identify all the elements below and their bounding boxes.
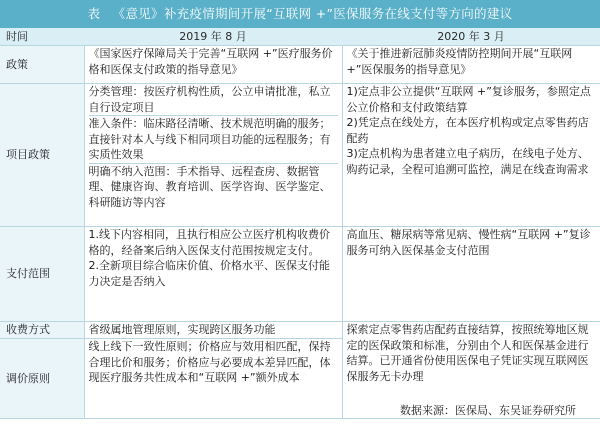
pricing-2019: 线上线下一致性原则；价格应与效用相匹配，保持合理比价和服务；价格应与必要成本差异匹配，体现医疗服务共性成本和“互联网 +”额外成本 (84, 339, 342, 419)
policy-table (0, 28, 600, 419)
policy-2019: 《国家医疗保障局关于完善“互联网 +”医疗服务价格和医保支付政策的指导意见》 (84, 46, 342, 84)
data-source: 数据来源：医保局、东吴证券研究所 (400, 404, 576, 417)
label-payment: 支付范围 (0, 227, 84, 322)
project-2020 (342, 84, 600, 227)
row-policy (0, 46, 600, 84)
label-fee: 收费方式 (0, 322, 84, 339)
project-2020-item: 3)定点机构为患者建立电子病历，在线电子处方、购药记录，全程可追溯可监控，满足在线查询需求 (346, 147, 589, 176)
header-time: 时间 (0, 28, 84, 46)
label-policy: 政策 (0, 46, 84, 84)
payment-2020: 高血压、糖尿病等常见病、慢性病“互联网 +”复诊服务可纳入医保基金支付范围 (342, 227, 600, 322)
header-2020: 2020 年 3 月 (342, 28, 600, 46)
row-payment (0, 227, 600, 322)
project-2019 (84, 84, 342, 227)
project-2020-item: 1)定点非公立提供“互联网 +”复诊服务，参照定点公立价格和支付政策结算 (346, 85, 591, 114)
project-2019-item: 准入条件：临床路径清晰、技术规范明确的服务；直接针对本人与线下相同项目功能的远程服务；有实质性效果 (89, 116, 338, 164)
label-project: 项目政策 (0, 84, 84, 227)
policy-2020: 《关于推进新冠肺炎疫情防控期间开展“互联网 +”医保服务的指导意见》 (342, 46, 600, 84)
fee-2019: 省级属地管理原则，实现跨区服务功能 (84, 322, 342, 339)
project-2020-item: 2)凭定点在线处方，在本医疗机构或定点零售药店配药 (346, 116, 589, 145)
table-title-text: 《意见》补充疫情期间开展“互联网 +”医保服务在线支付等方向的建议 (112, 6, 513, 21)
pricing-2020: 探索定点零售药店配药直接结算，按照统筹地区规定的医保政策和标准，分别由个人和医保基金进行结算。已开通省份使用医保电子凭证实现互联网医保服务无卡办理 (342, 322, 600, 419)
header-row (0, 28, 600, 46)
row-project (0, 84, 600, 227)
project-2019-item: 分类管理：按医疗机构性质，公立申请批准，私立自行设定项目 (89, 84, 338, 116)
header-2019: 2019 年 8 月 (84, 28, 342, 46)
table-title-prefix: 表 (87, 6, 101, 21)
row-fee (0, 322, 600, 339)
project-2019-item: 明确不纳入范围：手术指导、远程查房、数据管理、健康咨询、教育培训、医学咨询、医学鉴定、科研随访等内容 (88, 164, 331, 209)
table-title (0, 0, 600, 28)
label-pricing: 调价原则 (0, 339, 84, 419)
payment-2019: 1.线下内容相同，且执行相应公立医疗机构收费价格的，经备案后纳入医保支付范围按规定支付。 2.全新项目综合临床价值、价格水平、医保支付能力决定是否纳入 (84, 227, 342, 322)
